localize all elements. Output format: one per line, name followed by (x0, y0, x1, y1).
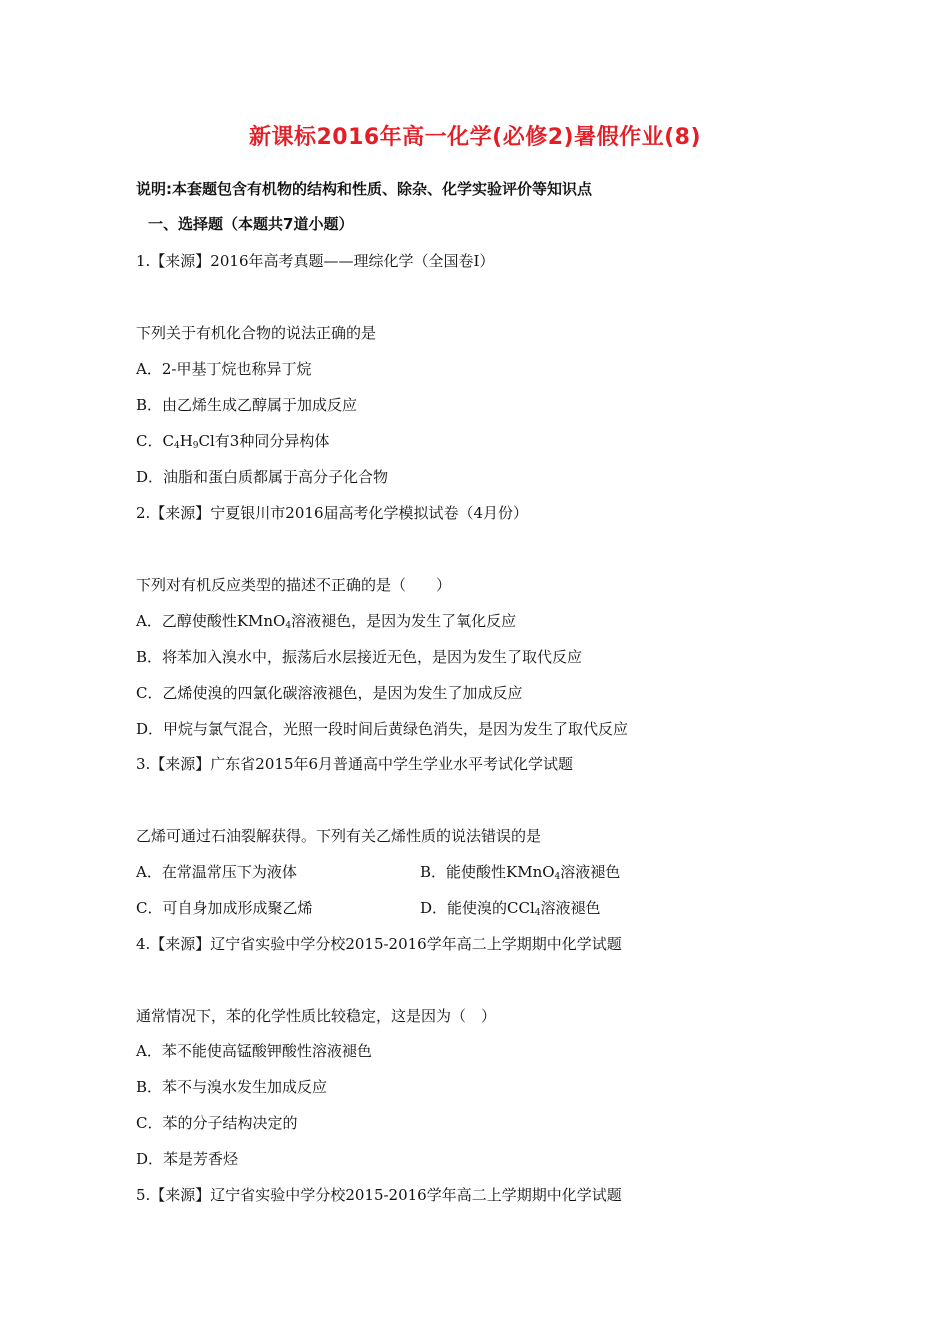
q1-option-b: B．由乙烯生成乙醇属于加成反应 (136, 396, 358, 414)
q2-option-d: D．甲烷与氯气混合，光照一段时间后黄绿色消失，是因为发生了取代反应 (136, 720, 629, 738)
q3-option-d-post: 溶液褪色 (540, 899, 601, 917)
q3-source: 3.【来源】广东省2015年6月普通高中学生学业水平考试化学试题 (136, 755, 574, 773)
document-title: 新课标2016年高一化学(必修2)暑假作业(8) (248, 125, 702, 150)
q2-option-a (136, 610, 516, 631)
q3-stem: 乙烯可通过石油裂解获得。下列有关乙烯性质的说法错误的是 (136, 827, 542, 845)
q4-option-c: C．苯的分子结构决定的 (136, 1114, 298, 1132)
q3-option-d (420, 897, 601, 918)
q2-option-c: C．乙烯使溴的四氯化碳溶液褪色，是因为发生了加成反应 (136, 684, 523, 702)
q2-option-a-pre: A．乙醇使酸性KMnO (136, 612, 286, 630)
q1-option-a: A．2-甲基丁烷也称异丁烷 (136, 360, 312, 378)
q2-option-b: B．将苯加入溴水中，振荡后水层接近无色，是因为发生了取代反应 (136, 648, 583, 666)
q3-option-b (420, 861, 620, 882)
q3-option-d-sub: 4 (534, 908, 541, 918)
q1-stem: 下列关于有机化合物的说法正确的是 (136, 324, 377, 342)
q1-source: 1.【来源】2016年高考真题——理综化学（全国卷Ⅰ） (136, 252, 495, 270)
q3-option-a: A．在常温常压下为液体 (136, 863, 297, 881)
q3-option-b-sub: 4 (554, 872, 561, 882)
q4-option-b: B．苯不与溴水发生加成反应 (136, 1078, 328, 1096)
q1-option-c-pre: C．C (136, 432, 174, 450)
q4-option-d: D．苯是芳香烃 (136, 1150, 239, 1168)
q4-option-a: A．苯不能使高锰酸钾酸性溶液褪色 (136, 1042, 372, 1060)
q3-option-b-post: 溶液褪色 (560, 863, 621, 881)
q2-option-a-sub: 4 (285, 621, 292, 631)
q3-option-b-pre: B．能使酸性KMnO (420, 863, 555, 881)
q4-source: 4.【来源】辽宁省实验中学分校2015-2016学年高二上学期期中化学试题 (136, 935, 622, 953)
q1-option-c-post: Cl有3种同分异构体 (198, 432, 330, 450)
q1-option-c-sub1: 4 (173, 441, 180, 451)
q3-option-d-pre: D．能使溴的CCl (420, 899, 535, 917)
document-description: 说明:本套题包含有机物的结构和性质、除杂、化学实验评价等知识点 (136, 180, 593, 198)
section-heading: 一、选择题（本题共7道小题） (148, 215, 354, 233)
q2-source: 2.【来源】宁夏银川市2016届高考化学模拟试卷（4月份） (136, 504, 529, 522)
q4-stem: 通常情况下，苯的化学性质比较稳定，这是因为（ ） (136, 1007, 497, 1025)
q3-option-c: C．可自身加成形成聚乙烯 (136, 899, 313, 917)
q1-option-d: D．油脂和蛋白质都属于高分子化合物 (136, 468, 389, 486)
q1-option-c-mid: H (179, 432, 193, 450)
q5-source: 5.【来源】辽宁省实验中学分校2015-2016学年高二上学期期中化学试题 (136, 1186, 622, 1204)
q1-option-c-sub2: 9 (192, 441, 199, 451)
q2-stem: 下列对有机反应类型的描述不正确的是（ ） (136, 576, 452, 594)
q1-option-c (136, 430, 329, 451)
q2-option-a-post: 溶液褪色，是因为发生了氧化反应 (291, 612, 517, 630)
